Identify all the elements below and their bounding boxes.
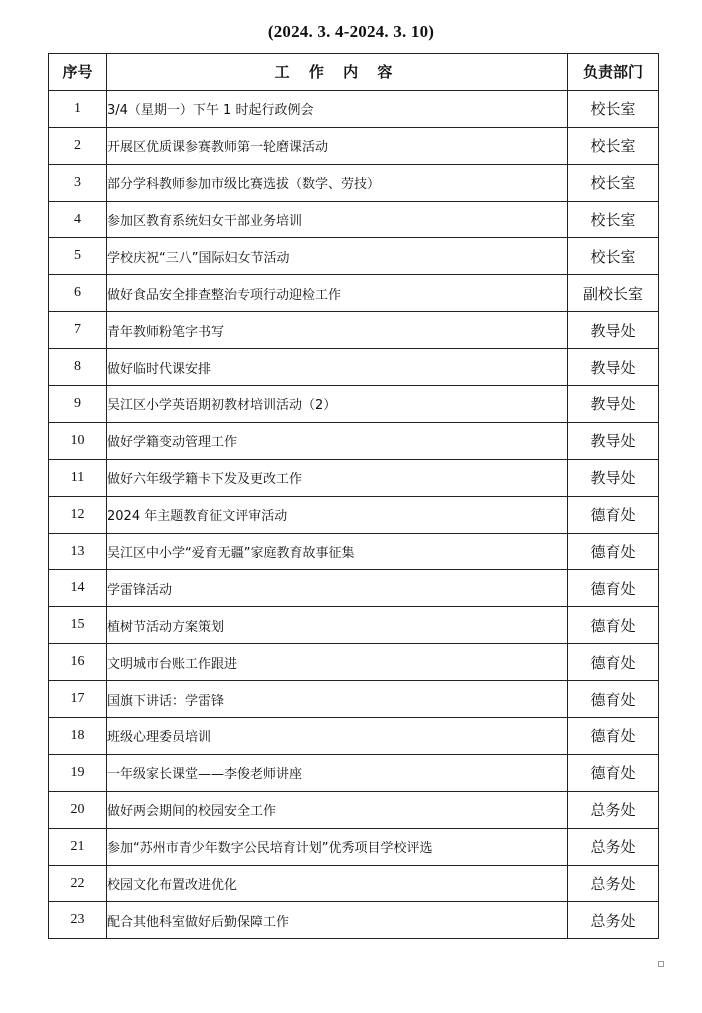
- table-row: [49, 275, 659, 312]
- row-number: 3: [49, 164, 107, 201]
- row-task: 做好临时代课安排: [107, 349, 568, 386]
- row-task: 开展区优质课参赛教师第一轮磨课活动: [107, 127, 568, 164]
- row-department: 德育处: [568, 570, 659, 607]
- row-department: 德育处: [568, 718, 659, 755]
- row-task: 吴江区小学英语期初教材培训活动（2）: [107, 386, 568, 423]
- row-task: 做好学籍变动管理工作: [107, 422, 568, 459]
- work-schedule-table: [48, 53, 659, 939]
- row-task: 做好两会期间的校园安全工作: [107, 791, 568, 828]
- table-row: [49, 607, 659, 644]
- table-row: [49, 496, 659, 533]
- row-number: 7: [49, 312, 107, 349]
- row-task: 学校庆祝“三八”国际妇女节活动: [107, 238, 568, 275]
- table-row: [49, 533, 659, 570]
- row-task: 文明城市台账工作跟进: [107, 644, 568, 681]
- row-department: 总务处: [568, 828, 659, 865]
- row-department: 校长室: [568, 164, 659, 201]
- table-row: [49, 164, 659, 201]
- column-header-department: 负责部门: [568, 54, 659, 91]
- table-header-row: [49, 54, 659, 91]
- table-row: [49, 90, 659, 127]
- row-task: 青年教师粉笔字书写: [107, 312, 568, 349]
- row-number: 4: [49, 201, 107, 238]
- row-number: 16: [49, 644, 107, 681]
- table-row: [49, 312, 659, 349]
- row-number: 18: [49, 718, 107, 755]
- row-department: 总务处: [568, 902, 659, 939]
- row-task: 班级心理委员培训: [107, 718, 568, 755]
- row-department: 总务处: [568, 865, 659, 902]
- row-number: 12: [49, 496, 107, 533]
- table-row: [49, 386, 659, 423]
- row-task: 3/4（星期一）下午 1 时起行政例会: [107, 90, 568, 127]
- row-task: 校园文化布置改进优化: [107, 865, 568, 902]
- row-number: 10: [49, 422, 107, 459]
- table-row: [49, 718, 659, 755]
- row-number: 14: [49, 570, 107, 607]
- date-range-title: (2024. 3. 4-2024. 3. 10): [267, 22, 435, 41]
- row-department: 总务处: [568, 791, 659, 828]
- table-row: [49, 828, 659, 865]
- row-number: 15: [49, 607, 107, 644]
- row-task: 参加区教育系统妇女干部业务培训: [107, 201, 568, 238]
- row-department: 教导处: [568, 422, 659, 459]
- column-header-task: 工 作 内 容: [107, 54, 568, 91]
- table-row: [49, 570, 659, 607]
- row-department: 德育处: [568, 754, 659, 791]
- row-number: 2: [49, 127, 107, 164]
- row-task: 学雷锋活动: [107, 570, 568, 607]
- row-department: 校长室: [568, 238, 659, 275]
- table-row: [49, 644, 659, 681]
- row-department: 德育处: [568, 607, 659, 644]
- row-number: 5: [49, 238, 107, 275]
- table-row: [49, 902, 659, 939]
- row-department: 德育处: [568, 496, 659, 533]
- row-department: 德育处: [568, 681, 659, 718]
- row-number: 17: [49, 681, 107, 718]
- row-department: 教导处: [568, 349, 659, 386]
- table-row: [49, 201, 659, 238]
- row-number: 23: [49, 902, 107, 939]
- row-task: 吴江区中小学“爱育无疆”家庭教育故事征集: [107, 533, 568, 570]
- row-task: 2024 年主题教育征文评审活动: [107, 496, 568, 533]
- row-department: 教导处: [568, 459, 659, 496]
- row-task: 部分学科教师参加市级比赛选拔（数学、劳技）: [107, 164, 568, 201]
- row-department: 校长室: [568, 127, 659, 164]
- row-number: 19: [49, 754, 107, 791]
- table-row: [49, 791, 659, 828]
- table-row: [49, 238, 659, 275]
- row-department: 校长室: [568, 90, 659, 127]
- row-department: 副校长室: [568, 275, 659, 312]
- row-number: 1: [49, 90, 107, 127]
- row-number: 22: [49, 865, 107, 902]
- row-task: 做好食品安全排查整治专项行动迎检工作: [107, 275, 568, 312]
- row-department: 德育处: [568, 644, 659, 681]
- row-number: 20: [49, 791, 107, 828]
- row-number: 9: [49, 386, 107, 423]
- row-department: 教导处: [568, 386, 659, 423]
- row-number: 6: [49, 275, 107, 312]
- row-task: 做好六年级学籍卡下发及更改工作: [107, 459, 568, 496]
- row-department: 德育处: [568, 533, 659, 570]
- row-department: 教导处: [568, 312, 659, 349]
- table-row: [49, 865, 659, 902]
- table-row: [49, 127, 659, 164]
- row-task: 参加“苏州市青少年数字公民培育计划”优秀项目学校评选: [107, 828, 568, 865]
- table-resize-handle[interactable]: [658, 961, 664, 967]
- row-number: 21: [49, 828, 107, 865]
- row-number: 8: [49, 349, 107, 386]
- table-row: [49, 459, 659, 496]
- row-task: 国旗下讲话：学雷锋: [107, 681, 568, 718]
- row-task: 植树节活动方案策划: [107, 607, 568, 644]
- table-row: [49, 349, 659, 386]
- row-number: 11: [49, 459, 107, 496]
- row-task: 一年级家长课堂——李俊老师讲座: [107, 754, 568, 791]
- column-header-number: 序号: [49, 54, 107, 91]
- table-row: [49, 422, 659, 459]
- row-department: 校长室: [568, 201, 659, 238]
- table-row: [49, 754, 659, 791]
- table-row: [49, 681, 659, 718]
- row-task: 配合其他科室做好后勤保障工作: [107, 902, 568, 939]
- row-number: 13: [49, 533, 107, 570]
